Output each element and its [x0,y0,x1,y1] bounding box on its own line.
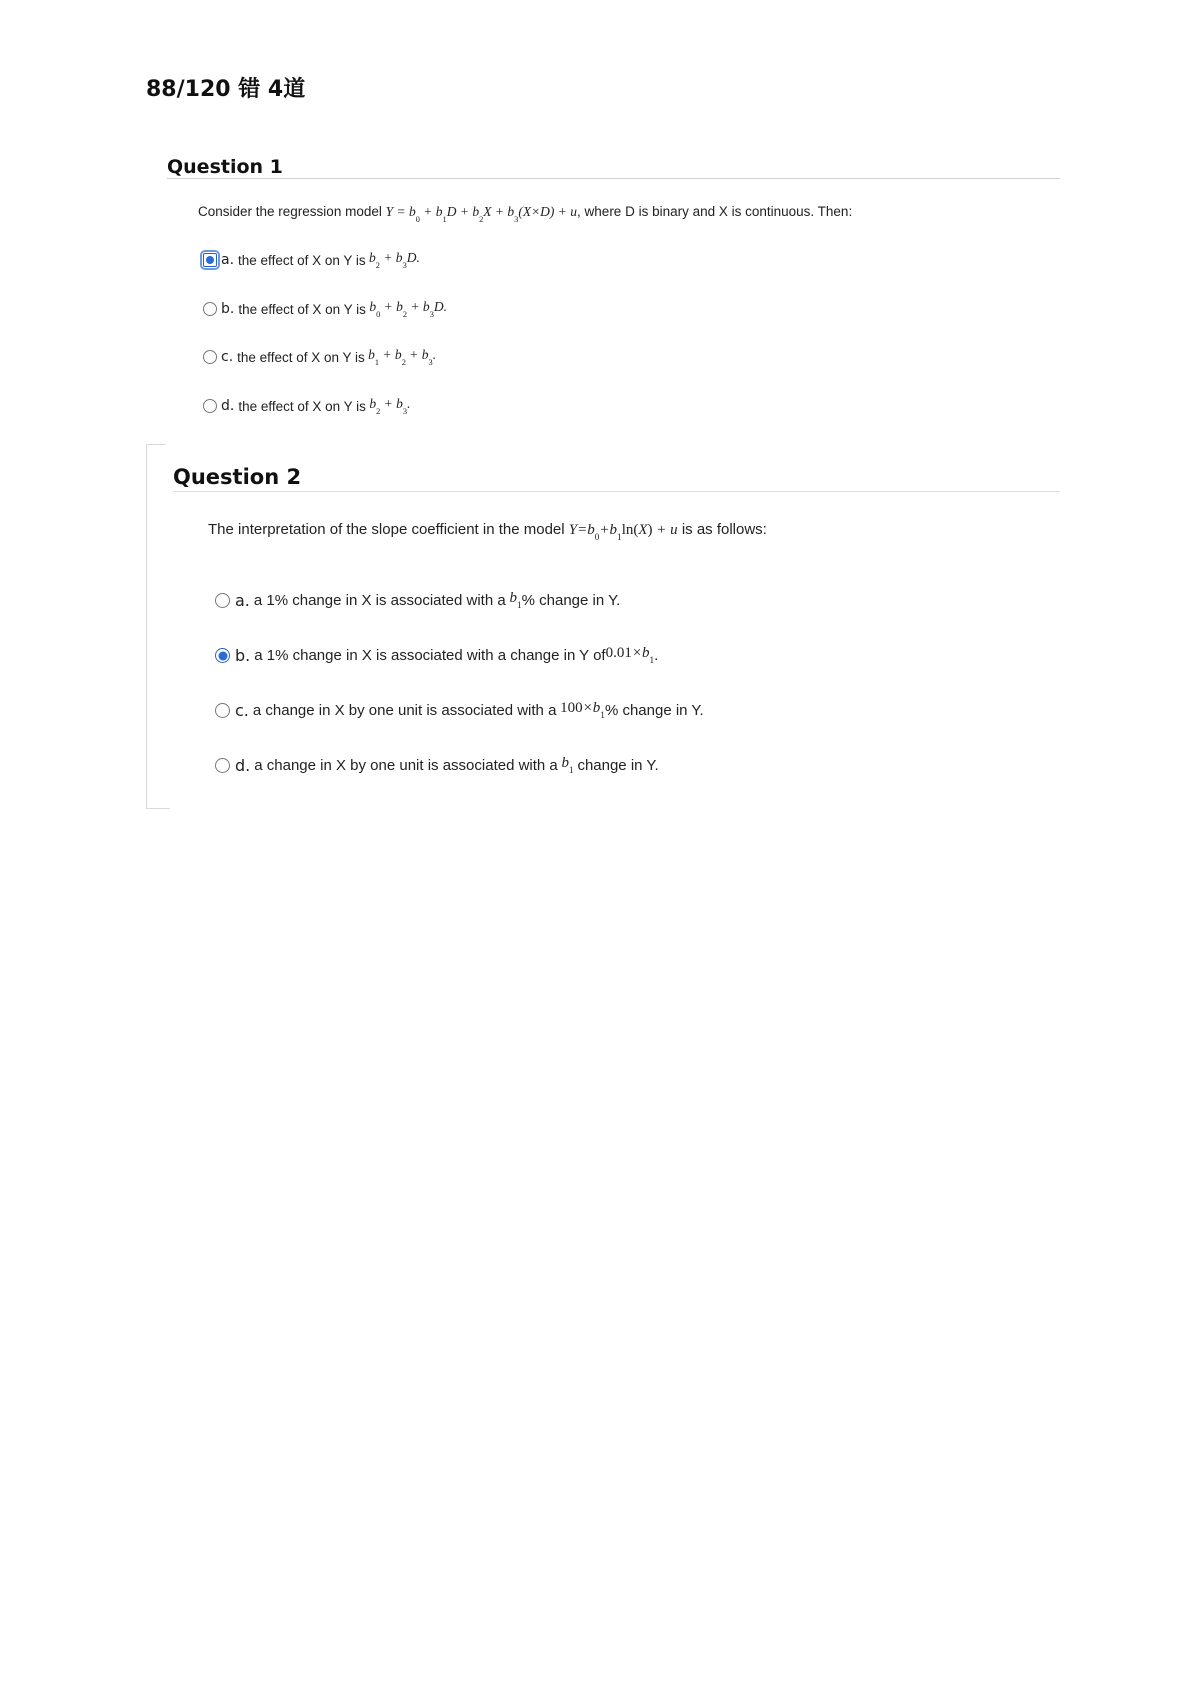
option-formula: $b_1 + b_2 + b_3$. [364,347,437,367]
option-formula: $b_1$ [505,590,522,611]
question-1-stem-suffix: , where D is binary and X is continuous. Then: [577,204,853,219]
question-1-option-a[interactable] [203,250,420,270]
option-letter: a. [221,252,235,268]
option-letter: c. [235,701,249,720]
option-text: a 1% change in X is associated with a change in Y of [254,647,606,664]
question-1-model-formula: $Y = b_0 + b_1D + b_2X + b_3(X\times D) + u$ [385,204,578,224]
radio-button[interactable] [215,758,230,773]
question-1-option-d[interactable] [203,396,410,416]
radio-button-selected[interactable] [203,253,217,267]
option-letter: c. [221,349,234,365]
question-2-option-c[interactable] [215,700,704,721]
question-2-stem-prefix: The interpretation of the slope coefficient in the model [208,521,569,538]
question-1-stem [198,204,852,224]
question-1-divider [167,178,1060,179]
option-text-tail: % change in Y. [604,702,704,719]
question-1-option-b[interactable] [203,299,447,319]
score-summary: 88/120 错 4道 [146,77,306,102]
radio-button[interactable] [203,399,217,413]
question-1-title: Question 1 [167,156,283,178]
option-text: a 1% change in X is associated with a [253,592,506,609]
option-text: a change in X by one unit is associated with a [254,757,558,774]
option-formula: $b_1$ [557,755,574,776]
option-formula: $b_2 + b_3$. [365,396,411,416]
option-letter: d. [235,756,251,775]
question-2-option-a[interactable] [215,590,620,611]
option-text-tail: . [654,647,659,664]
option-formula: $b_2 + b_3D$. [365,250,420,270]
radio-button[interactable] [215,593,230,608]
option-text: the effect of X on Y is [237,349,365,365]
option-formula: $100\times b_1$ [560,700,605,721]
option-text-tail: change in Y. [577,757,659,774]
question-2-stem [208,521,767,543]
option-text-tail: % change in Y. [521,592,621,609]
question-2-title: Question 2 [173,465,302,489]
question-2-stem-suffix: is as follows: [677,521,767,538]
radio-button[interactable] [203,302,217,316]
question-2-divider [173,491,1060,492]
option-letter: a. [235,591,250,610]
radio-button[interactable] [215,703,230,718]
option-text: the effect of X on Y is [238,398,366,414]
option-text: the effect of X on Y is [238,252,366,268]
option-letter: b. [235,646,251,665]
option-letter: d. [221,398,235,414]
question-2-option-b[interactable] [215,645,658,666]
option-text: the effect of X on Y is [238,301,366,317]
option-formula: $0.01\times b_1$ [605,645,655,666]
option-formula: $b_0 + b_2 + b_3D$. [365,299,447,319]
question-2-option-d[interactable] [215,755,659,776]
option-letter: b. [221,301,235,317]
question-2-model-formula: $Y=b_0+b_1\ln(X) + u$ [568,522,678,543]
radio-button[interactable] [203,350,217,364]
question-1-option-c[interactable] [203,347,436,367]
radio-button-selected[interactable] [215,648,230,663]
question-1-stem-prefix: Consider the regression model [198,204,386,219]
question-2-frame [146,444,167,809]
option-text: a change in X by one unit is associated with a [252,702,557,719]
